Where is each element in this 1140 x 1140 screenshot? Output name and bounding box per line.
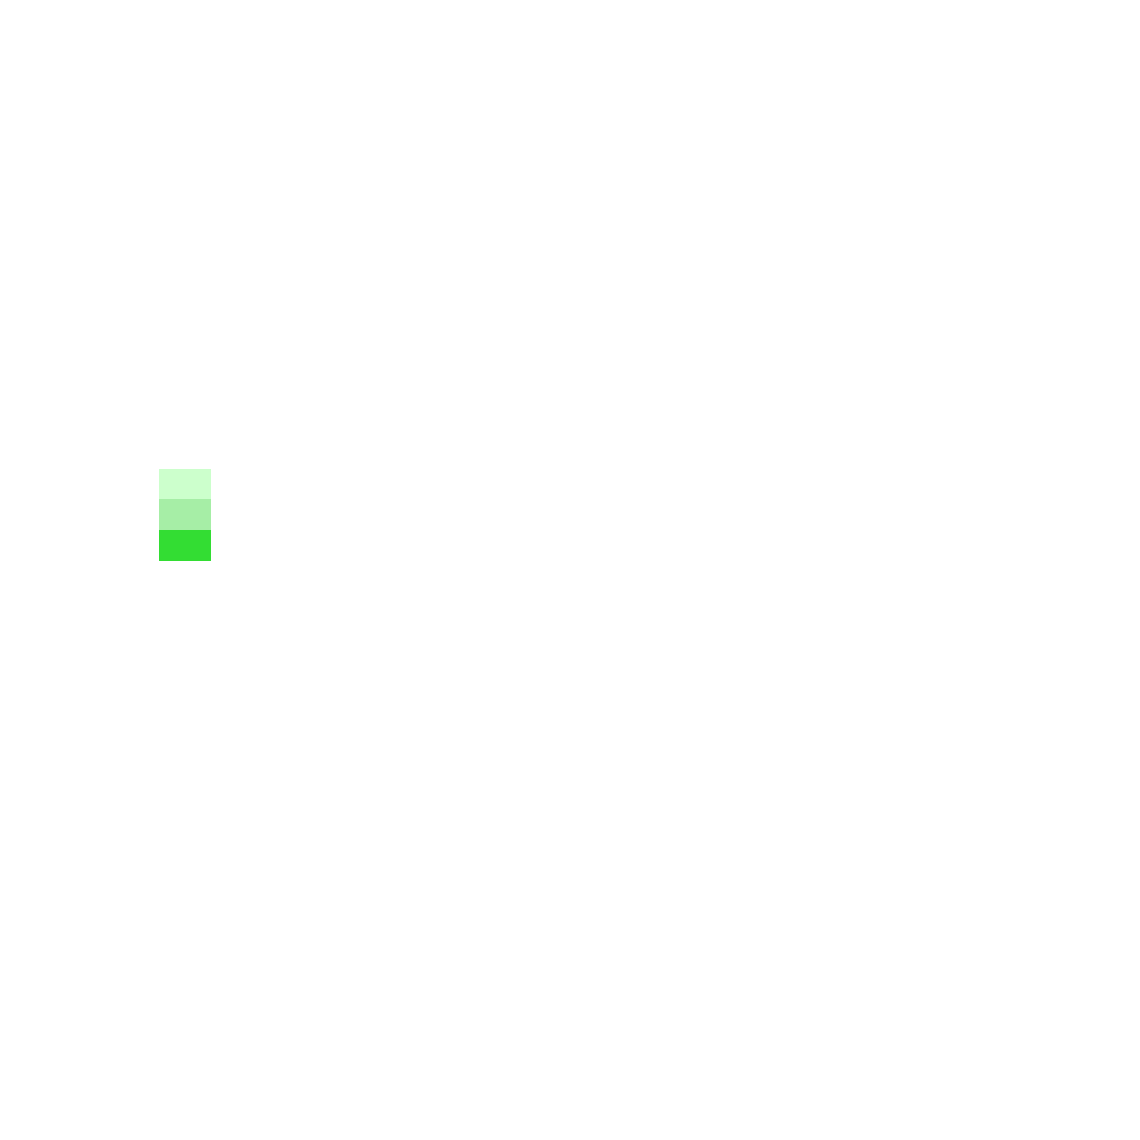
rh70-swatch — [159, 469, 211, 499]
rh90-swatch — [159, 530, 211, 561]
rh80-swatch — [159, 499, 211, 530]
